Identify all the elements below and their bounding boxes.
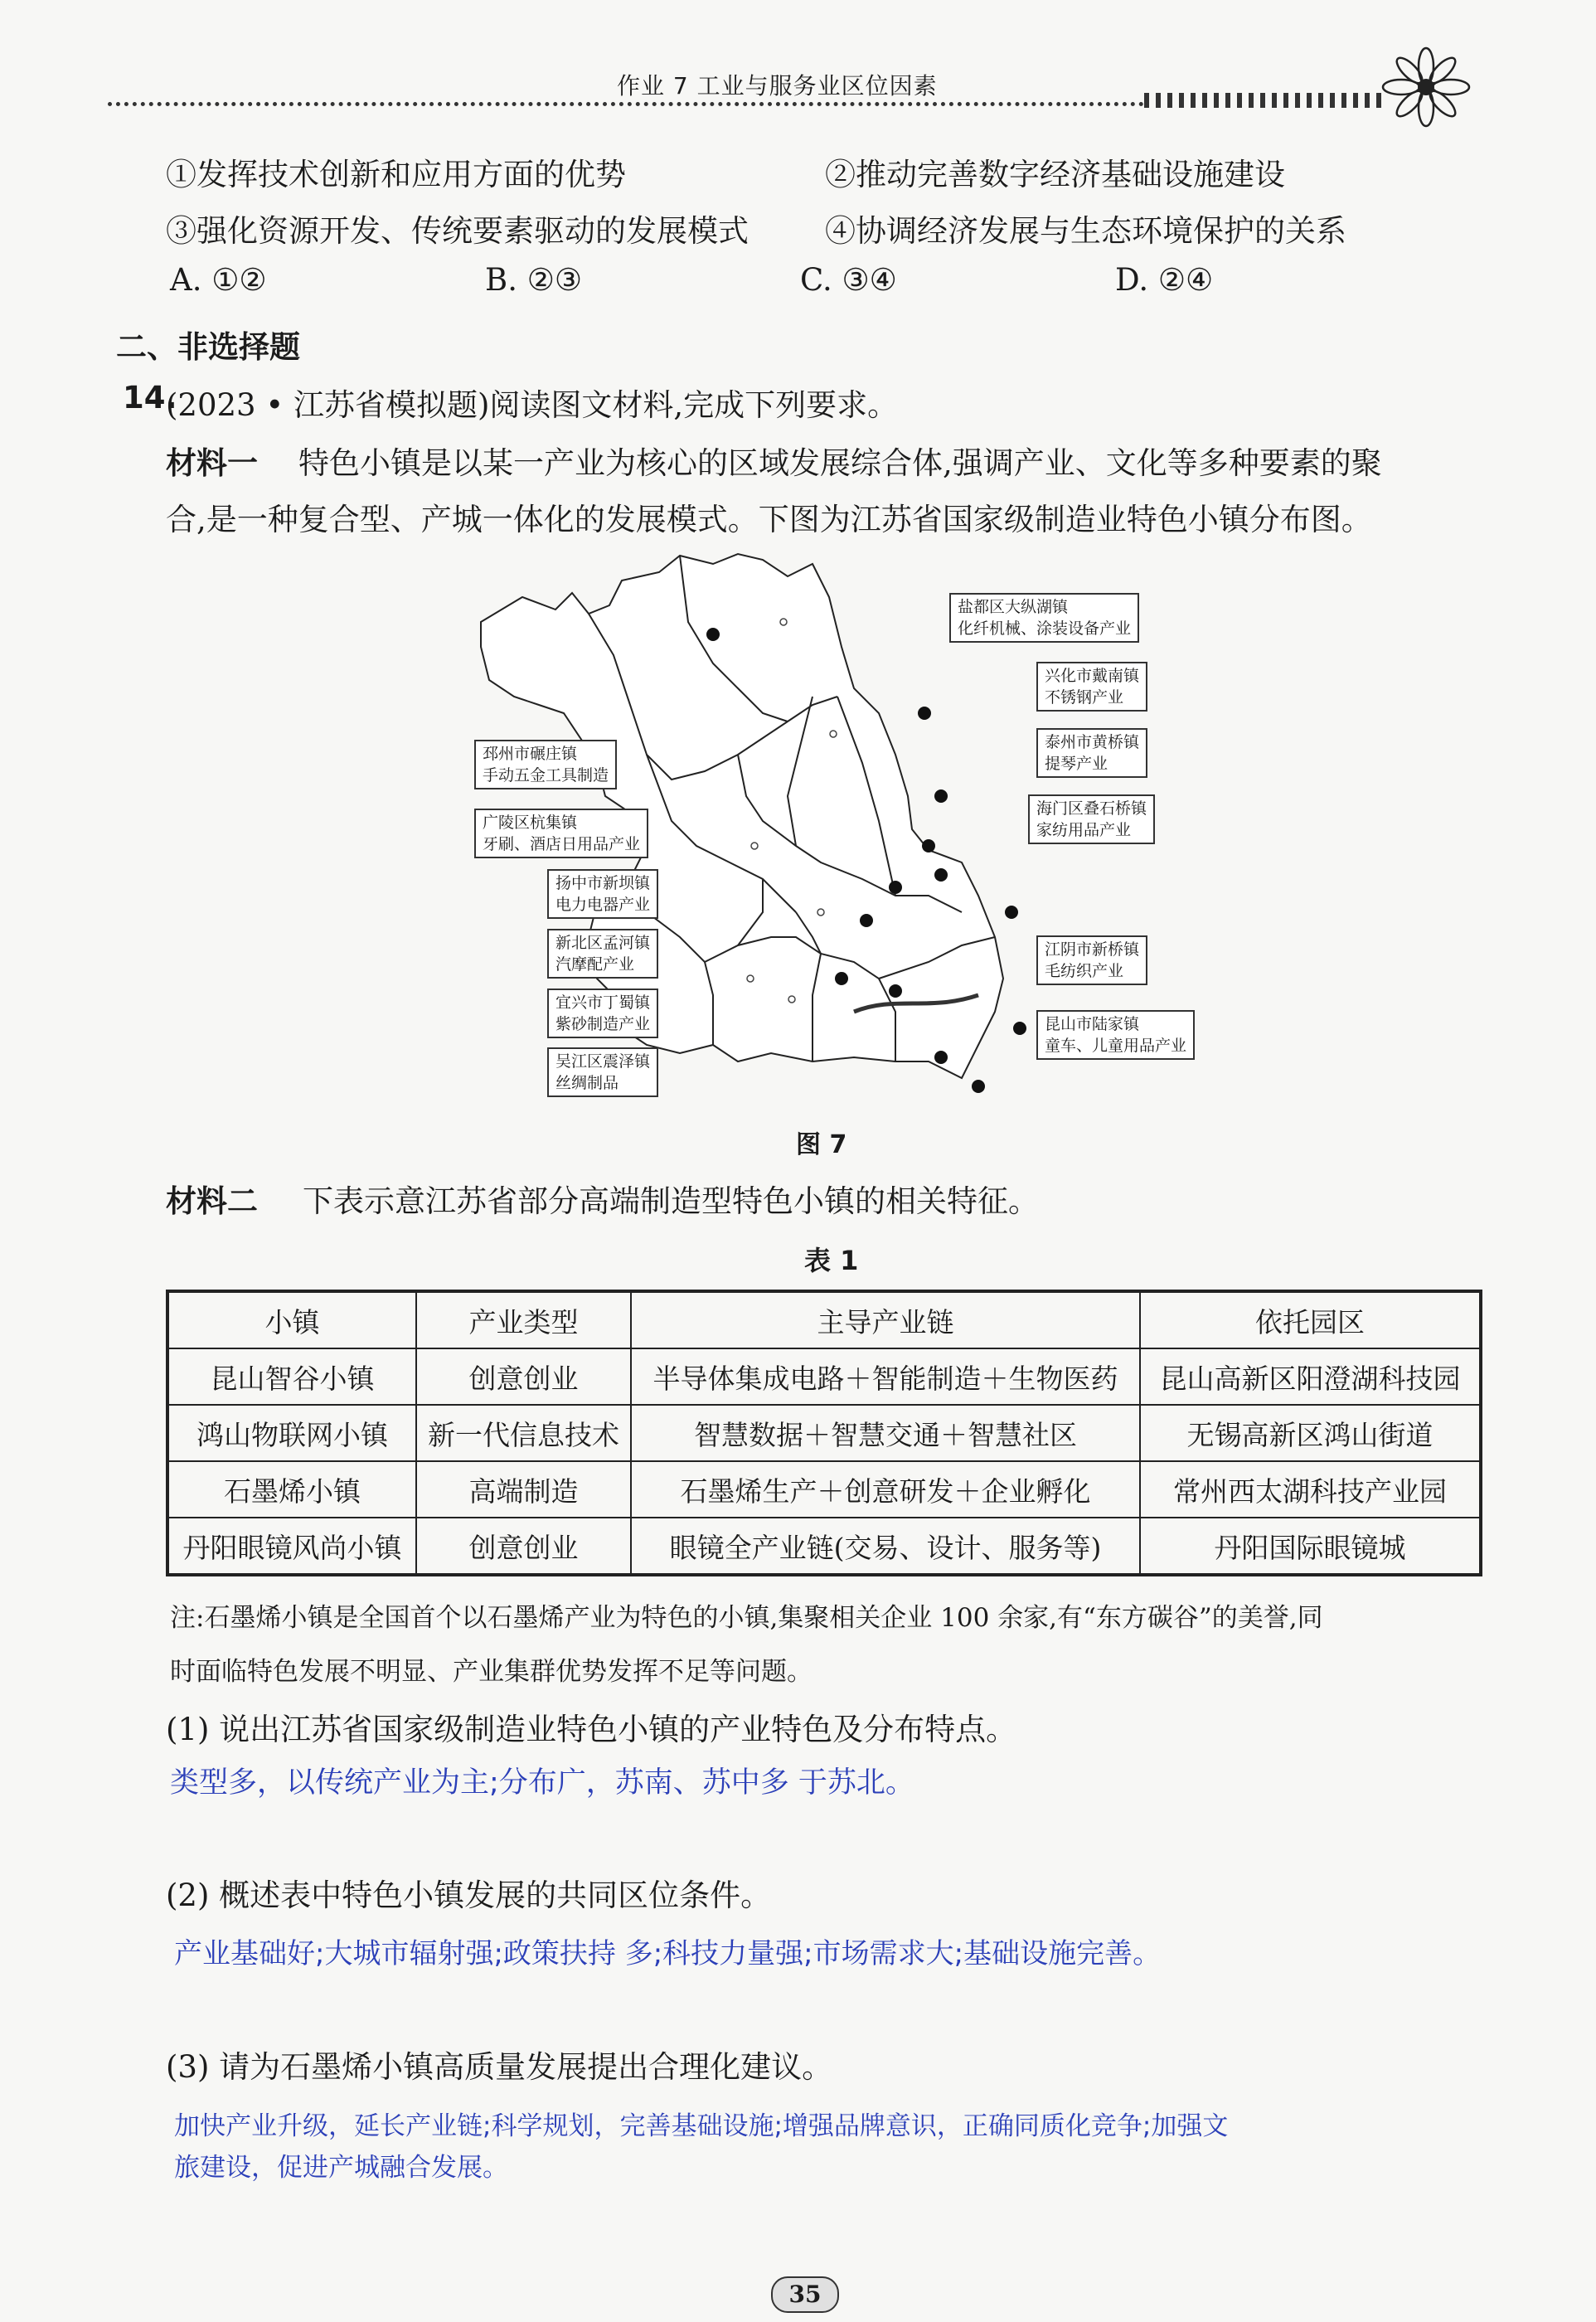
choice-b: B. ②③ (485, 262, 583, 298)
table-row (167, 1461, 1481, 1518)
jiangsu-map-figure (464, 547, 1194, 1111)
option-4: ④协调经济发展与生态环境保护的关系 (825, 213, 1346, 249)
subquestion-3: (3) 请为石墨烯小镇高质量发展提出合理化建议。 (166, 2049, 833, 2085)
table-cell: 丹阳眼镜风尚小镇 (167, 1518, 416, 1575)
table-cell: 石墨烯小镇 (167, 1461, 416, 1518)
header-bar-decoration (1144, 93, 1385, 108)
figure-caption: 图 7 (796, 1130, 847, 1159)
table-cell: 创意创业 (416, 1348, 631, 1405)
table-row (167, 1518, 1481, 1575)
table-cell: 丹阳国际眼镜城 (1140, 1518, 1481, 1575)
table-header-row (167, 1291, 1481, 1348)
option-1: ①发挥技术创新和应用方面的优势 (166, 157, 626, 192)
table-cell: 高端制造 (416, 1461, 631, 1518)
map-label-haimen: 海门区叠石桥镇 家纺用品产业 (1028, 794, 1155, 844)
map-label-yandu: 盐都区大纵湖镇 化纤机械、涂装设备产业 (949, 593, 1139, 643)
table-note-line1: 注:石墨烯小镇是全国首个以石墨烯产业为特色的小镇,集聚相关企业 100 余家,有“东方碳谷”的美誉,同 (170, 1603, 1323, 1633)
option-3: ③强化资源开发、传统要素驱动的发展模式 (166, 213, 749, 249)
table-cell: 昆山高新区阳澄湖科技园 (1140, 1348, 1481, 1405)
table-row (167, 1348, 1481, 1405)
table-cell: 半导体集成电路＋智能制造＋生物医药 (631, 1348, 1140, 1405)
table-cell: 昆山智谷小镇 (167, 1348, 416, 1405)
table-cell: 石墨烯生产＋创意研发＋企业孵化 (631, 1461, 1140, 1518)
flower-icon (1376, 46, 1476, 129)
feature-table (166, 1290, 1482, 1576)
map-label-taizhou: 泰州市黄桥镇 提琴产业 (1036, 728, 1147, 778)
question-stem: (2023 • 江苏省模拟题)阅读图文材料,完成下列要求。 (166, 387, 899, 423)
material-1-line2: 合,是一种复合型、产城一体化的发展模式。下图为江苏省国家级制造业特色小镇分布图。 (166, 502, 1372, 537)
header-title: 作业 7 工业与服务业区位因素 (605, 68, 949, 101)
map-label-kunshan: 昆山市陆家镇 童车、儿童用品产业 (1036, 1010, 1195, 1060)
section-heading: 二、非选择题 (116, 329, 300, 365)
table-cell: 眼镜全产业链(交易、设计、服务等) (631, 1518, 1140, 1575)
choice-a: A. ①② (170, 262, 267, 298)
answer-3-line1: 加快产业升级，延长产业链;科学规划，完善基础设施;增强品牌意识，正确同质化竞争;加强文 (174, 2111, 1229, 2141)
map-label-wujiang: 吴江区震泽镇 丝绸制品 (547, 1047, 658, 1097)
map-label-yixing: 宜兴市丁蜀镇 紫砂制造产业 (547, 989, 658, 1038)
option-2: ②推动完善数字经济基础设施建设 (825, 157, 1285, 192)
subquestion-1: (1) 说出江苏省国家级制造业特色小镇的产业特色及分布特点。 (166, 1712, 1017, 1747)
material-2-text: 下表示意江苏省部分高端制造型特色小镇的相关特征。 (303, 1183, 1039, 1219)
table-cell: 智慧数据＋智慧交通＋智慧社区 (631, 1405, 1140, 1461)
table-header: 小镇 (167, 1291, 416, 1348)
answer-1: 类型多，以传统产业为主;分布广，苏南、苏中多 于苏北。 (170, 1766, 914, 1800)
material-1-label: 材料一 (166, 445, 258, 481)
question-number: 14. (123, 380, 177, 415)
table-cell: 鸿山物联网小镇 (167, 1405, 416, 1461)
choice-c: C. ③④ (800, 262, 897, 298)
page-number: 35 (771, 2276, 839, 2313)
table-cell: 无锡高新区鸿山街道 (1140, 1405, 1481, 1461)
table-cell: 常州西太湖科技产业园 (1140, 1461, 1481, 1518)
table-cell: 新一代信息技术 (416, 1405, 631, 1461)
material-2-label: 材料二 (166, 1183, 258, 1219)
table-header: 主导产业链 (631, 1291, 1140, 1348)
subquestion-2: (2) 概述表中特色小镇发展的共同区位条件。 (166, 1878, 772, 1913)
material-1-line1: 特色小镇是以某一产业为核心的区域发展综合体,强调产业、文化等多种要素的聚 (298, 445, 1382, 481)
table-row (167, 1405, 1481, 1461)
map-label-xinghua: 兴化市戴南镇 不锈钢产业 (1036, 662, 1147, 712)
choice-d: D. ②④ (1115, 262, 1214, 298)
answer-3-line2: 旅建设，促进产城融合发展。 (174, 2153, 508, 2183)
map-label-yangzhong: 扬中市新坝镇 电力电器产业 (547, 869, 658, 919)
header-dotted-rule (108, 102, 1144, 106)
table-header: 依托园区 (1140, 1291, 1481, 1348)
table-note-line2: 时面临特色发展不明显、产业集群优势发挥不足等问题。 (170, 1657, 813, 1687)
map-label-pizhou: 邳州市碾庄镇 手动五金工具制造 (474, 740, 617, 789)
table-caption: 表 1 (804, 1245, 859, 1276)
map-label-xinbei: 新北区孟河镇 汽摩配产业 (547, 929, 658, 979)
table-header: 产业类型 (416, 1291, 631, 1348)
table-cell: 创意创业 (416, 1518, 631, 1575)
map-label-jiangyin: 江阴市新桥镇 毛纺织产业 (1036, 935, 1147, 985)
map-label-guangling: 广陵区杭集镇 牙刷、酒店日用品产业 (474, 809, 648, 858)
answer-2: 产业基础好;大城市辐射强;政策扶持 多;科技力量强;市场需求大;基础设施完善。 (174, 1937, 1162, 1970)
